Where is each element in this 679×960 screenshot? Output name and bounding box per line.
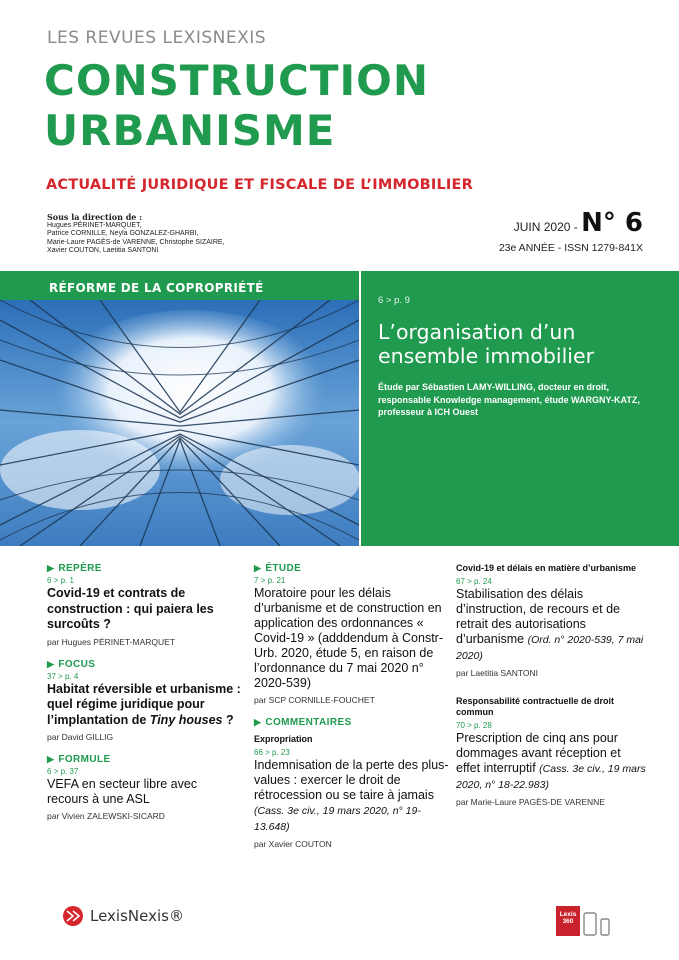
triangle-bullet-icon: ▶ xyxy=(254,717,262,727)
article-author: par Marie-Laure PAGÈS-DE VARENNE xyxy=(456,796,605,807)
editorial-board-line: Marie-Laure PAGÈS-de VARENNE, Christophe SIZAIRE, xyxy=(47,238,225,246)
article-title xyxy=(456,587,646,664)
band-section-label: RÉFORME DE LA COPROPRIÉTÉ xyxy=(49,281,264,295)
journal-title-line1: CONSTRUCTION xyxy=(44,56,429,105)
column-left xyxy=(47,563,242,833)
editorial-board-lead: Sous la direction de : xyxy=(47,212,143,222)
article-title-emphasis: Tiny houses xyxy=(149,712,223,727)
article-title-part: Habitat réversible et urbanisme : quel régime juridique pour l’implantation de xyxy=(47,681,241,727)
column-right xyxy=(456,563,646,819)
article-title-text: Prescription de cinq ans pour dommages avant réception et effet interruptif xyxy=(456,730,621,775)
section-label: REPÈRE xyxy=(58,563,102,574)
article-author: par Hugues PÉRINET-MARQUET xyxy=(47,636,176,647)
article-responsabilite[interactable] xyxy=(456,696,646,807)
article-author: par David GILLIG xyxy=(47,732,114,742)
issue-meta: 23e ANNÉE - ISSN 1279-841X xyxy=(498,242,643,254)
article-citation: (Cass. 3e civ., 19 mars 2020, n° 19-13.648) xyxy=(254,804,421,833)
article-ref: 6 > p. 1 xyxy=(47,576,74,585)
section-label: FOCUS xyxy=(58,658,96,670)
triangle-bullet-icon: ▶ xyxy=(47,658,55,669)
article-commentaires[interactable] xyxy=(254,717,449,849)
feature-byline: Étude par Sébastien LAMY-WILLING, docteur en droit, responsable Knowledge management, étude WARGNY-KATZ, professeur à ICH Ouest xyxy=(378,382,640,417)
journal-subtitle: ACTUALITÉ JURIDIQUE ET FISCALE DE L’IMMOBILIER xyxy=(46,177,473,193)
editorial-board xyxy=(47,212,225,256)
article-title: Moratoire pour les délais d’urbanisme et de construction en application des ordonnances « Covid-19 » (adddendum à Constr-Urb. 2020, étude 5, en raison de l’ordonnance du 7 mai 2020 n° 2020-539) xyxy=(254,586,443,690)
article-category: Covid-19 et délais en matière d’urbanisme xyxy=(456,563,637,573)
section-label: ÉTUDE xyxy=(265,563,302,574)
article-author: par Vivien ZALEWSKI-SICARD xyxy=(47,811,165,821)
article-citation: (Cass. 3e civ., 19 mars 2020, n° 18-22.983) xyxy=(456,762,646,791)
issue-number: N° 6 xyxy=(581,208,643,238)
editorial-board-line: Patrice CORNILLE, Neyla GONZALEZ-GHARBI, xyxy=(47,230,199,238)
triangle-bullet-icon: ▶ xyxy=(47,563,55,573)
phone-icon xyxy=(600,918,610,936)
section-heading xyxy=(47,754,242,765)
section-heading xyxy=(254,563,449,574)
triangle-bullet-icon: ▶ xyxy=(47,754,55,764)
article-title: VEFA en secteur libre avec recours à une ASL xyxy=(47,777,198,806)
article-author: par Laetitia SANTONI xyxy=(456,667,539,678)
article-title-text: Indemnisation de la perte des plus-values : exercer le droit de rétrocession ou se taire à jamais xyxy=(254,757,449,802)
article-category: Expropriation xyxy=(254,734,313,744)
article-ref: 66 > p. 23 xyxy=(254,747,290,757)
issue-info xyxy=(514,208,643,238)
section-heading xyxy=(47,659,242,670)
article-category: Responsabilité contractuelle de droit commun xyxy=(456,695,615,717)
article-author: par Xavier COUTON xyxy=(254,838,332,849)
article-title-text: Stabilisation des délais d’instruction, de recours et de retrait des autorisations d’urbanisme xyxy=(456,586,620,646)
article-ref: 6 > p. 37 xyxy=(47,767,79,776)
issue-date: JUIN 2020 - xyxy=(513,220,582,234)
article-ref: 7 > p. 21 xyxy=(254,576,286,585)
article-citation: (Ord. n° 2020-539, 7 mai 2020) xyxy=(456,633,644,662)
article-title xyxy=(47,682,242,729)
article-ref: 67 > p. 24 xyxy=(456,576,492,586)
feature-ref: 6 > p. 9 xyxy=(378,295,410,306)
feature-headline: L’organisation d’un ensemble immobilier xyxy=(378,320,595,368)
article-title xyxy=(456,731,646,793)
article-ref: 37 > p. 4 xyxy=(47,671,79,681)
article-etude[interactable] xyxy=(254,563,449,705)
article-repere[interactable] xyxy=(47,563,242,647)
article-author: par SCP CORNILLE-FOUCHET xyxy=(254,695,375,705)
tablet-icon xyxy=(583,912,597,936)
article-covid-delais[interactable] xyxy=(456,563,646,678)
article-formule[interactable] xyxy=(47,754,242,821)
lexis360-badge xyxy=(556,906,610,936)
cover-photo xyxy=(0,300,359,546)
column-middle xyxy=(254,563,449,861)
article-title: Covid-19 et contrats de construction : qui paiera les surcoûts ? xyxy=(47,586,214,631)
article-title-part: ? xyxy=(222,712,234,727)
article-title xyxy=(254,758,449,835)
section-label: COMMENTAIRES xyxy=(265,717,352,728)
section-label: FORMULE xyxy=(58,754,111,765)
section-heading xyxy=(254,717,449,728)
band-divider xyxy=(359,271,361,546)
series-name: LES REVUES LEXISNEXIS xyxy=(47,28,267,48)
editorial-board-line: Hugues PÉRINET-MARQUET, xyxy=(47,222,142,229)
feature-article[interactable] xyxy=(378,295,658,419)
lexis360-box: Lexis 360 xyxy=(556,906,580,936)
lexisnexis-mark-icon xyxy=(62,905,84,927)
triangle-bullet-icon: ▶ xyxy=(254,563,262,573)
journal-title-line2: URBANISME xyxy=(44,106,336,155)
article-focus[interactable] xyxy=(47,659,242,743)
article-ref: 70 > p. 28 xyxy=(456,720,492,730)
lexisnexis-logo xyxy=(62,905,184,927)
lexisnexis-wordmark: LexisNexis® xyxy=(90,907,184,925)
editorial-board-line: Xavier COUTON, Laetitia SANTONI xyxy=(47,247,159,255)
section-heading xyxy=(47,563,242,574)
journal-title xyxy=(44,56,429,156)
